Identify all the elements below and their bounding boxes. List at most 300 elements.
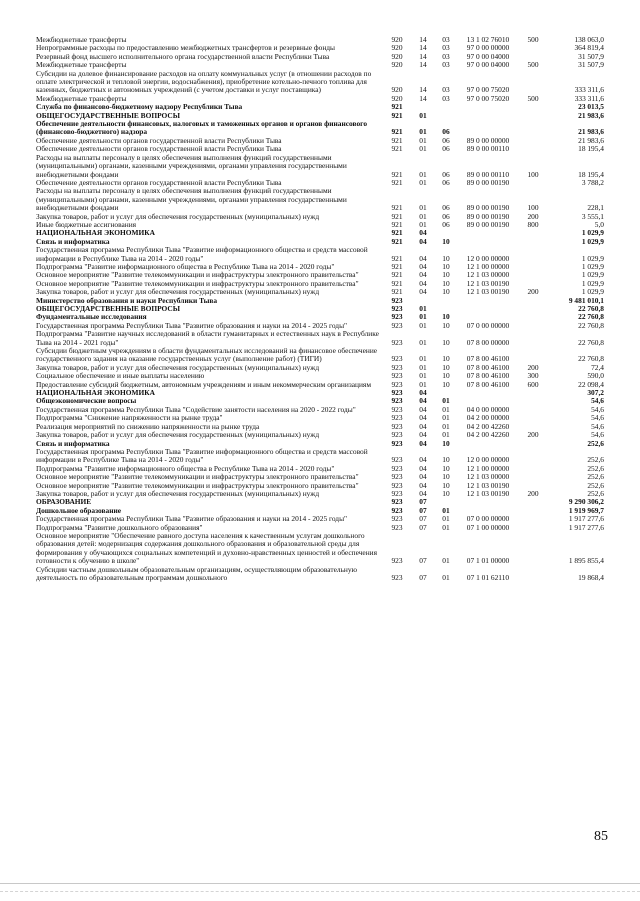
row-amount: 21 983,6 <box>578 127 604 137</box>
row-section-code: 01 <box>419 379 427 389</box>
table-row <box>36 187 604 212</box>
row-amount: 3 555,1 <box>581 211 604 221</box>
row-expense-type <box>518 448 548 465</box>
row-section-code: 04 <box>419 463 427 473</box>
row-section-code: 04 <box>419 438 427 448</box>
table-row <box>36 347 604 364</box>
row-subsection-code: 10 <box>442 371 450 381</box>
row-ministry-code: 923 <box>391 455 403 465</box>
row-subsection-code: 06 <box>442 169 450 179</box>
row-section-code: 07 <box>419 556 427 566</box>
row-amount: 1 029,9 <box>581 278 604 288</box>
row-ministry-code: 923 <box>391 463 403 473</box>
row-target-article: 89 0 00 00190 <box>466 203 510 213</box>
row-amount: 9 290 306,2 <box>568 497 604 507</box>
row-target-article: 07 1 01 62110 <box>466 573 510 582</box>
row-subsection-code: 01 <box>442 514 450 524</box>
row-target-article: 97 0 00 04000 <box>466 51 510 61</box>
row-description: Основное мероприятие "Обеспечение равного доступа населения к качественным услугам дошкольного образования детей: модернизация содержания дошкольного образования и образовательной среды для формирования у обучающихся социальных компетенций и духовно-нравственных ценностей и обеспечения готовности к обучению в школе" <box>36 530 378 566</box>
row-expense-type <box>518 297 548 305</box>
row-expense-type <box>518 532 548 566</box>
row-ministry-code: 921 <box>391 102 403 112</box>
row-target-article: 97 0 00 75020 <box>466 85 510 95</box>
row-target-article <box>458 229 518 237</box>
row-amount: 1 917 277,6 <box>568 522 604 532</box>
row-subsection-code: 10 <box>442 287 450 297</box>
row-amount: 1 895 855,4 <box>568 556 604 566</box>
row-subsection-code: 03 <box>442 85 450 95</box>
row-ministry-code: 923 <box>391 388 403 398</box>
row-description: Подпрограмма "Снижение напряженности на рынке труда" <box>36 413 223 423</box>
row-target-article <box>458 238 518 246</box>
row-ministry-code: 923 <box>391 362 403 372</box>
row-ministry-code: 923 <box>391 514 403 524</box>
row-amount: 252,6 <box>587 438 604 448</box>
row-expense-type: 300 <box>527 371 539 381</box>
row-description: Закупка товаров, работ и услуг для обеспечения государственных (муниципальных) нужд <box>36 287 320 297</box>
budget-page <box>36 36 604 582</box>
row-subsection-code: 01 <box>442 505 450 515</box>
row-target-article: 04 2 00 00000 <box>466 413 510 423</box>
row-description: Основное мероприятие "Развитие телекоммуникации и инфраструктуры электронного правительства" <box>36 472 359 482</box>
row-description: Межбюджетные трансферты <box>36 93 127 103</box>
row-description: Резервный фонд высшего исполнительного органа государственной власти Республики Тыва <box>36 51 330 61</box>
row-description: Предоставление субсидий бюджетным, автономным учреждениям и иным некоммерческим организациям <box>36 379 372 389</box>
row-expense-type <box>518 406 548 414</box>
row-subsection-code: 03 <box>442 43 450 53</box>
row-target-article: 89 0 00 00190 <box>466 211 510 221</box>
row-section-code: 01 <box>419 203 427 213</box>
row-description: Реализация мероприятий по снижению напряженности на рынке труда <box>36 421 260 431</box>
table-row <box>36 566 604 583</box>
row-description: Связь и информатика <box>36 236 110 246</box>
row-amount: 1 919 969,7 <box>568 505 604 515</box>
row-amount: 54,6 <box>591 404 604 414</box>
row-description: Закупка товаров, работ и услуг для обеспечения государственных (муниципальных) нужд <box>36 211 320 221</box>
row-section-code: 07 <box>419 522 427 532</box>
row-expense-type <box>518 322 548 330</box>
row-subsection-code: 01 <box>442 573 450 582</box>
row-amount: 21 983,6 <box>578 135 604 145</box>
row-ministry-code: 923 <box>391 430 403 440</box>
row-expense-type <box>518 465 548 473</box>
row-description: Государственная программа Республики Тыва "Развитие образования и науки на 2014 - 2025 годы" <box>36 320 348 330</box>
scan-edge-line-dashed <box>0 891 640 892</box>
row-amount: 364 819,4 <box>574 43 604 53</box>
row-subsection-code: 03 <box>442 60 450 70</box>
row-ministry-code: 921 <box>391 110 403 120</box>
row-amount: 252,6 <box>587 480 604 490</box>
row-description: Субсидии на долевое финансирование расходов на оплату коммунальных услуг (в отношении расходов по оплате электрической и тепловой энергии, водоснабжения), приобретение котельно-печного топлива для казенных, бюджетных и автономных учреждений (с учетом доставки и услуг поставщика) <box>36 68 372 95</box>
row-target-article: 07 8 00 46100 <box>466 354 510 364</box>
row-amount: 31 507,9 <box>578 60 604 70</box>
row-subsection-code: 06 <box>442 144 450 154</box>
row-expense-type: 200 <box>527 211 539 221</box>
row-section-code: 01 <box>419 219 427 229</box>
row-expense-type: 200 <box>527 287 539 297</box>
row-section-code: 07 <box>419 514 427 524</box>
row-target-article: 12 1 03 00000 <box>466 472 510 482</box>
row-amount: 54,6 <box>591 421 604 431</box>
row-description: Основное мероприятие "Развитие телекоммуникации и инфраструктуры электронного правительства" <box>36 278 359 288</box>
row-target-article: 12 1 03 00190 <box>466 287 510 297</box>
row-ministry-code: 923 <box>391 404 403 414</box>
row-section-code: 14 <box>419 93 427 103</box>
row-subsection-code: 10 <box>442 312 450 322</box>
row-ministry-code: 923 <box>391 295 403 305</box>
row-ministry-code: 923 <box>391 354 403 364</box>
row-subsection-code: 03 <box>442 51 450 61</box>
row-target-article: 07 8 00 46100 <box>466 371 510 381</box>
row-ministry-code: 923 <box>391 396 403 406</box>
row-ministry-code: 921 <box>391 270 403 280</box>
row-description: Расходы на выплаты персоналу в целях обеспечения выполнения функций государственными (муниципальными) органами, казенными учреждениями, органами управления государственными внебюджетными фондами <box>36 152 347 179</box>
row-expense-type: 200 <box>527 362 539 372</box>
row-ministry-code: 923 <box>391 312 403 322</box>
row-section-code: 04 <box>419 480 427 490</box>
row-ministry-code: 921 <box>391 177 403 187</box>
row-description: Подпрограмма "Развитие дошкольного образования" <box>36 522 203 532</box>
row-subsection-code: 01 <box>442 522 450 532</box>
row-section-code: 01 <box>419 320 427 330</box>
row-subsection-code <box>434 297 458 305</box>
row-amount: 9 481 010,1 <box>568 295 604 305</box>
row-subsection-code: 10 <box>442 480 450 490</box>
row-ministry-code: 921 <box>391 203 403 213</box>
row-section-code: 01 <box>419 211 427 221</box>
table-row <box>36 70 604 95</box>
row-amount: 1 029,9 <box>581 270 604 280</box>
row-description: Непрограммные расходы по предоставлению межбюджетных трансфертов и резервные фонды <box>36 43 336 53</box>
row-ministry-code: 921 <box>391 169 403 179</box>
table-row <box>36 490 604 498</box>
row-ministry-code: 923 <box>391 505 403 515</box>
row-expense-type <box>518 44 548 52</box>
row-target-article: 07 8 00 46100 <box>466 362 510 372</box>
row-section-code: 04 <box>419 236 427 246</box>
row-subsection-code: 10 <box>442 362 450 372</box>
row-target-article <box>458 112 518 120</box>
row-section-code: 04 <box>419 228 427 238</box>
row-section-code: 01 <box>419 362 427 372</box>
row-description: Государственная программа Республики Тыва "Развитие информационного общества и средств массовой информации в Республике Тыва на 2014 - 2020 годы" <box>36 245 368 263</box>
row-ministry-code: 923 <box>391 337 403 347</box>
row-target-article <box>458 440 518 448</box>
row-amount: 590,0 <box>587 371 604 381</box>
row-amount: 333 311,6 <box>574 93 604 103</box>
row-ministry-code: 923 <box>391 472 403 482</box>
row-section-code: 04 <box>419 472 427 482</box>
row-amount: 19 868,4 <box>578 573 604 582</box>
row-amount: 18 195,4 <box>578 169 604 179</box>
row-target-article: 07 0 00 00000 <box>466 320 510 330</box>
row-description: Министерство образования и науки Республики Тыва <box>36 295 218 305</box>
row-expense-type: 500 <box>527 35 539 44</box>
row-target-article: 12 1 00 00000 <box>466 261 510 271</box>
row-section-code: 04 <box>419 270 427 280</box>
row-description: Дошкольное образование <box>36 505 122 515</box>
row-expense-type <box>518 313 548 321</box>
row-amount: 228,1 <box>587 203 604 213</box>
row-target-article: 12 1 03 00190 <box>466 480 510 490</box>
row-ministry-code: 920 <box>391 51 403 61</box>
row-target-article <box>458 120 518 137</box>
row-description: Межбюджетные трансферты <box>36 35 127 44</box>
row-amount: 21 983,6 <box>578 110 604 120</box>
row-ministry-code: 921 <box>391 127 403 137</box>
row-target-article: 07 8 00 00000 <box>466 337 510 347</box>
row-expense-type <box>518 440 548 448</box>
row-target-article <box>458 498 518 506</box>
row-section-code: 04 <box>419 413 427 423</box>
row-amount: 72,4 <box>591 362 604 372</box>
row-section-code: 01 <box>419 127 427 137</box>
row-expense-type <box>518 414 548 422</box>
row-section-code: 14 <box>419 35 427 44</box>
row-expense-type <box>518 70 548 95</box>
row-expense-type <box>518 246 548 263</box>
row-section-code: 07 <box>419 505 427 515</box>
row-subsection-code: 03 <box>442 35 450 44</box>
row-amount: 54,6 <box>591 396 604 406</box>
row-description: Субсидии бюджетным учреждениям в области фундаментальных исследований на финансовое обеспечение государственного задания на оказание государственных услуг (выполнение работ) (ТИГИ) <box>36 346 378 364</box>
row-ministry-code: 920 <box>391 43 403 53</box>
row-target-article: 97 0 00 04000 <box>466 60 510 70</box>
row-target-article: 07 0 00 00000 <box>466 514 510 524</box>
row-expense-type <box>518 229 548 237</box>
row-ministry-code: 923 <box>391 497 403 507</box>
row-amount: 54,6 <box>591 430 604 440</box>
row-subsection-code: 10 <box>442 270 450 280</box>
row-expense-type: 100 <box>527 203 539 213</box>
row-section-code: 01 <box>419 135 427 145</box>
row-amount: 252,6 <box>587 472 604 482</box>
budget-table-body <box>36 36 604 582</box>
row-target-article: 07 1 00 00000 <box>466 522 510 532</box>
row-ministry-code: 923 <box>391 522 403 532</box>
row-amount: 5,0 <box>594 219 604 229</box>
row-ministry-code: 921 <box>391 219 403 229</box>
row-target-article: 04 0 00 00000 <box>466 404 510 414</box>
row-expense-type <box>518 103 548 111</box>
row-amount: 54,6 <box>591 413 604 423</box>
row-expense-type <box>518 330 548 347</box>
row-amount: 22 760,8 <box>578 312 604 322</box>
row-description: Расходы на выплаты персоналу в целях обеспечения выполнения функций государственными (муниципальными) органами, казенными учреждениями, органами управления государственными внебюджетными фондами <box>36 186 347 213</box>
row-section-code: 01 <box>419 110 427 120</box>
table-row <box>36 532 604 566</box>
row-expense-type <box>518 263 548 271</box>
row-target-article: 12 0 00 00000 <box>466 455 510 465</box>
table-row <box>36 154 604 179</box>
row-ministry-code: 921 <box>391 144 403 154</box>
table-row <box>36 229 604 237</box>
row-target-article: 04 2 00 42260 <box>466 430 510 440</box>
row-subsection-code <box>434 112 458 120</box>
row-ministry-code: 923 <box>391 379 403 389</box>
row-section-code: 14 <box>419 43 427 53</box>
row-description: Подпрограмма "Развитие научных исследований в области гуманитарных и естественных наук в Республике Тыва на 2014 - 2021 годы" <box>36 329 379 347</box>
row-section-code: 04 <box>419 396 427 406</box>
row-description: Государственная программа Республики Тыва "Развитие информационного общества и средств массовой информации в Республике Тыва на 2014 - 2020 годы" <box>36 446 368 465</box>
row-description: Связь и информатика <box>36 438 110 448</box>
row-expense-type <box>518 397 548 405</box>
table-row <box>36 330 604 347</box>
row-amount: 31 507,9 <box>578 51 604 61</box>
table-row <box>36 246 604 263</box>
row-ministry-code: 920 <box>391 35 403 44</box>
row-section-code: 04 <box>419 261 427 271</box>
row-target-article: 12 1 03 00000 <box>466 270 510 280</box>
row-amount: 1 029,9 <box>581 228 604 238</box>
row-expense-type <box>518 179 548 187</box>
row-expense-type <box>518 271 548 279</box>
row-description: Иные бюджетные ассигнования <box>36 219 137 229</box>
row-description: ОБЩЕГОСУДАРСТВЕННЫЕ ВОПРОСЫ <box>36 110 180 120</box>
row-amount: 22 760,8 <box>578 304 604 313</box>
row-ministry-code: 923 <box>391 320 403 330</box>
row-expense-type: 800 <box>527 219 539 229</box>
row-subsection-code: 06 <box>442 127 450 137</box>
row-ministry-code: 923 <box>391 421 403 431</box>
row-target-article: 89 0 00 00110 <box>466 144 510 154</box>
row-ministry-code: 923 <box>391 488 403 498</box>
row-subsection-code: 10 <box>442 253 450 263</box>
row-section-code: 04 <box>419 488 427 498</box>
table-row <box>36 498 604 506</box>
row-description: Закупка товаров, работ и услуг для обеспечения государственных (муниципальных) нужд <box>36 430 320 440</box>
row-subsection-code: 10 <box>442 261 450 271</box>
row-section-code: 07 <box>419 497 427 507</box>
row-subsection-code: 10 <box>442 455 450 465</box>
row-ministry-code: 923 <box>391 371 403 381</box>
row-ministry-code: 921 <box>391 261 403 271</box>
row-expense-type <box>518 566 548 583</box>
row-target-article: 07 1 01 00000 <box>466 556 510 566</box>
row-expense-type <box>518 120 548 137</box>
row-expense-type: 600 <box>527 379 539 389</box>
row-ministry-code: 920 <box>391 60 403 70</box>
row-description: Закупка товаров, работ и услуг для обеспечения государственных (муниципальных) нужд <box>36 488 320 498</box>
row-amount: 3 788,2 <box>581 177 604 187</box>
row-ministry-code: 921 <box>391 211 403 221</box>
row-ministry-code: 921 <box>391 287 403 297</box>
row-amount: 23 013,5 <box>578 102 604 112</box>
row-subsection-code: 01 <box>442 413 450 423</box>
row-amount: 252,6 <box>587 455 604 465</box>
row-target-article <box>458 297 518 305</box>
row-amount: 138 063,0 <box>574 35 604 44</box>
row-section-code: 04 <box>419 253 427 263</box>
row-description: Субсидии частным дошкольным образовательным организациям, осуществляющим образовательную деятельность по образовательным программам дошкольного <box>36 564 358 582</box>
row-target-article <box>458 103 518 111</box>
row-subsection-code: 01 <box>442 404 450 414</box>
row-target-article: 89 0 00 00000 <box>466 135 510 145</box>
row-section-code: 04 <box>419 278 427 288</box>
row-subsection-code: 01 <box>442 396 450 406</box>
row-target-article: 13 1 02 76010 <box>466 35 510 44</box>
row-subsection-code: 10 <box>442 278 450 288</box>
row-expense-type: 200 <box>527 430 539 440</box>
row-description: НАЦИОНАЛЬНАЯ ЭКОНОМИКА <box>36 228 155 238</box>
row-amount: 252,6 <box>587 488 604 498</box>
row-amount: 1 029,9 <box>581 287 604 297</box>
row-description: Государственная программа Республики Тыва "Содействие занятости населения на 2020 - 2022 годы" <box>36 404 356 414</box>
row-expense-type: 500 <box>527 93 539 103</box>
row-subsection-code: 10 <box>442 354 450 364</box>
row-ministry-code: 923 <box>391 573 403 582</box>
row-description: Государственная программа Республики Тыва "Развитие образования и науки на 2014 - 2025 годы" <box>36 514 348 524</box>
row-target-article: 89 0 00 00110 <box>466 169 510 179</box>
row-description: Межбюджетные трансферты <box>36 60 127 70</box>
row-section-code: 04 <box>419 430 427 440</box>
row-ministry-code: 920 <box>391 85 403 95</box>
row-section-code: 04 <box>419 404 427 414</box>
row-section-code: 01 <box>419 337 427 347</box>
row-subsection-code: 10 <box>442 379 450 389</box>
row-ministry-code: 920 <box>391 93 403 103</box>
row-subsection-code: 10 <box>442 472 450 482</box>
row-expense-type <box>518 112 548 120</box>
row-ministry-code: 923 <box>391 438 403 448</box>
row-ministry-code: 923 <box>391 413 403 423</box>
row-expense-type <box>518 145 548 153</box>
row-description: Социальное обеспечение и иные выплаты населению <box>36 371 205 381</box>
row-section-code: 01 <box>419 312 427 322</box>
row-description: Подпрограмма "Развитие информационного общества в Республике Тыва на 2014 - 2020 годы" <box>36 463 335 473</box>
row-section-code: 14 <box>419 51 427 61</box>
row-amount: 22 098,4 <box>578 379 604 389</box>
row-ministry-code: 921 <box>391 278 403 288</box>
row-subsection-code: 01 <box>442 556 450 566</box>
row-target-article: 89 0 00 00190 <box>466 177 510 187</box>
budget-table <box>36 36 604 582</box>
row-description: НАЦИОНАЛЬНАЯ ЭКОНОМИКА <box>36 388 155 398</box>
row-target-article: 04 2 00 42260 <box>466 421 510 431</box>
row-subsection-code: 01 <box>442 430 450 440</box>
row-target-article: 12 0 00 00000 <box>466 253 510 263</box>
row-section-code: 07 <box>419 573 427 582</box>
row-amount: 18 195,4 <box>578 144 604 154</box>
row-target-article: 12 1 00 00000 <box>466 463 510 473</box>
row-ministry-code: 921 <box>391 236 403 246</box>
row-expense-type <box>518 524 548 532</box>
row-expense-type: 100 <box>527 169 539 179</box>
row-description: ОБРАЗОВАНИЕ <box>36 497 92 507</box>
row-expense-type: 500 <box>527 60 539 70</box>
row-section-code: 01 <box>419 177 427 187</box>
row-description: Общеэкономические вопросы <box>36 396 137 406</box>
row-subsection-code: 10 <box>442 320 450 330</box>
row-description: Обеспечение деятельности органов государственной власти Республики Тыва <box>36 177 282 187</box>
row-expense-type <box>518 389 548 397</box>
row-expense-type <box>518 498 548 506</box>
row-subsection-code: 06 <box>442 219 450 229</box>
row-target-article: 89 0 00 00190 <box>466 219 510 229</box>
row-section-code: 04 <box>419 388 427 398</box>
row-section-code: 04 <box>419 421 427 431</box>
row-amount: 1 029,9 <box>581 236 604 246</box>
row-expense-type <box>518 347 548 364</box>
row-section-code: 01 <box>419 304 427 313</box>
row-target-article: 97 0 00 75020 <box>466 93 510 103</box>
row-expense-type <box>518 515 548 523</box>
table-row <box>36 120 604 137</box>
row-subsection-code: 10 <box>442 236 450 246</box>
row-subsection-code: 01 <box>442 421 450 431</box>
row-description: Обеспечение деятельности органов государственной власти Республики Тыва <box>36 135 282 145</box>
row-subsection-code: 06 <box>442 211 450 221</box>
